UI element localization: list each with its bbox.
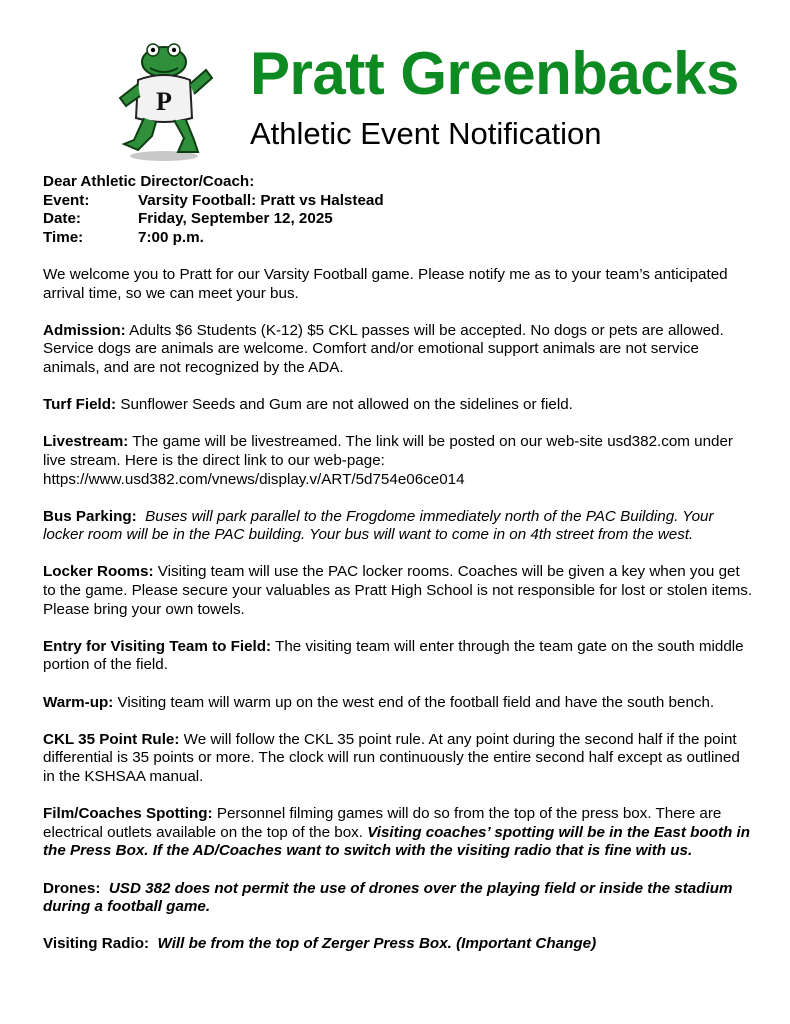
admission-text: Adults $6 Students (K-12) $5 CKL passes will be accepted. No dogs or pets are allowed. Service dogs are animals are welcome. Comfort and/or emotional support animals are not service animals, and are not recognized by the ADA. (43, 321, 724, 376)
film-emphasis: Visiting coaches’ spotting will be in the East booth in the Press Box. If the AD/Coaches want to switch with the visiting radio that is fine with us. (43, 823, 751, 860)
radio-section (43, 935, 755, 954)
admission-label: Admission: (43, 321, 126, 339)
bus-parking-section (43, 508, 755, 545)
locker-rooms-label: Locker Rooms: (43, 563, 154, 581)
event-row (43, 192, 755, 211)
entry-text: The visiting team will enter through the team gate on the south middle portion of the field. (43, 637, 744, 674)
mascot-letter: P (156, 87, 172, 116)
drones-section (43, 880, 755, 917)
greeting: Dear Athletic Director/Coach: (43, 173, 255, 190)
drones-text: USD 382 does not permit the use of drones over the playing field or inside the stadium during a football game. (43, 879, 733, 916)
film-text: Personnel filming games will do so from the top of the press box. There are electrical outlets available on the top of the box. (43, 805, 722, 841)
locker-rooms-section (43, 563, 755, 619)
turf-section (43, 396, 755, 415)
time-value: 7:00 p.m. (138, 228, 204, 246)
film-section (43, 805, 755, 861)
warmup-text: Visiting team will warm up on the west end of the football field and have the south bench. (113, 693, 715, 711)
entry-section (43, 638, 755, 675)
intro-paragraph: We welcome you to Pratt for our Varsity Football game. Please notify me as to your team’s anticipated arrival time, so we can meet your bus. (43, 265, 728, 302)
date-label: Date: (43, 210, 81, 228)
bus-parking-label: Bus Parking: (43, 507, 137, 525)
warmup-label: Warm-up: (43, 693, 114, 711)
livestream-link[interactable]: https://www.usd382.com/vnews/display.v/ART/5d754e06ce014 (43, 470, 465, 488)
ckl-label: CKL 35 Point Rule: (43, 730, 180, 748)
film-label: Film/Coaches Spotting: (43, 805, 213, 823)
date-row (43, 210, 755, 229)
radio-label: Visiting Radio: (43, 935, 150, 953)
radio-text: Will be from the top of Zerger Press Box. (Important Change) (157, 935, 597, 953)
frog-mascot-logo (108, 40, 218, 162)
document-subtitle: Athletic Event Notification (250, 116, 602, 151)
time-row (43, 229, 755, 248)
school-name: Pratt Greenbacks (250, 40, 739, 107)
letter-body (43, 173, 755, 973)
letterhead (0, 0, 790, 170)
event-label: Event: (43, 191, 90, 209)
time-label: Time: (43, 228, 84, 246)
turf-label: Turf Field: (43, 396, 117, 414)
livestream-text: The game will be livestreamed. The link will be posted on our web-site usd382.com under live stream. Here is the direct link to our web-page: (43, 433, 733, 469)
livestream-label: Livestream: (43, 433, 129, 451)
turf-text: Sunflower Seeds and Gum are not allowed on the sidelines or field. (116, 396, 573, 414)
entry-label: Entry for Visiting Team to Field: (43, 637, 272, 655)
event-value: Varsity Football: Pratt vs Halstead (138, 191, 384, 209)
date-value: Friday, September 12, 2025 (138, 210, 333, 228)
ckl-text: We will follow the CKL 35 point rule. At any point during the second half if the point differential is 35 points or more. The clock will run continuously the entire second half except as outlined in the KSHSAA manual. (43, 730, 740, 785)
bus-parking-text: Buses will park parallel to the Frogdome immediately north of the PAC Building. Your locker room will be in the PAC building. Your bus will want to come in on 4th street from the west. (43, 507, 714, 544)
admission-section (43, 322, 755, 378)
warmup-section (43, 694, 755, 713)
livestream-section (43, 433, 755, 489)
ckl-section (43, 731, 755, 787)
locker-rooms-text: Visiting team will use the PAC locker rooms. Coaches will be given a key when you get to the game. Please secure your valuables as Pratt High School is not responsible for lost or stolen items. Please bring your own towels. (43, 563, 753, 618)
drones-label: Drones: (43, 879, 101, 897)
